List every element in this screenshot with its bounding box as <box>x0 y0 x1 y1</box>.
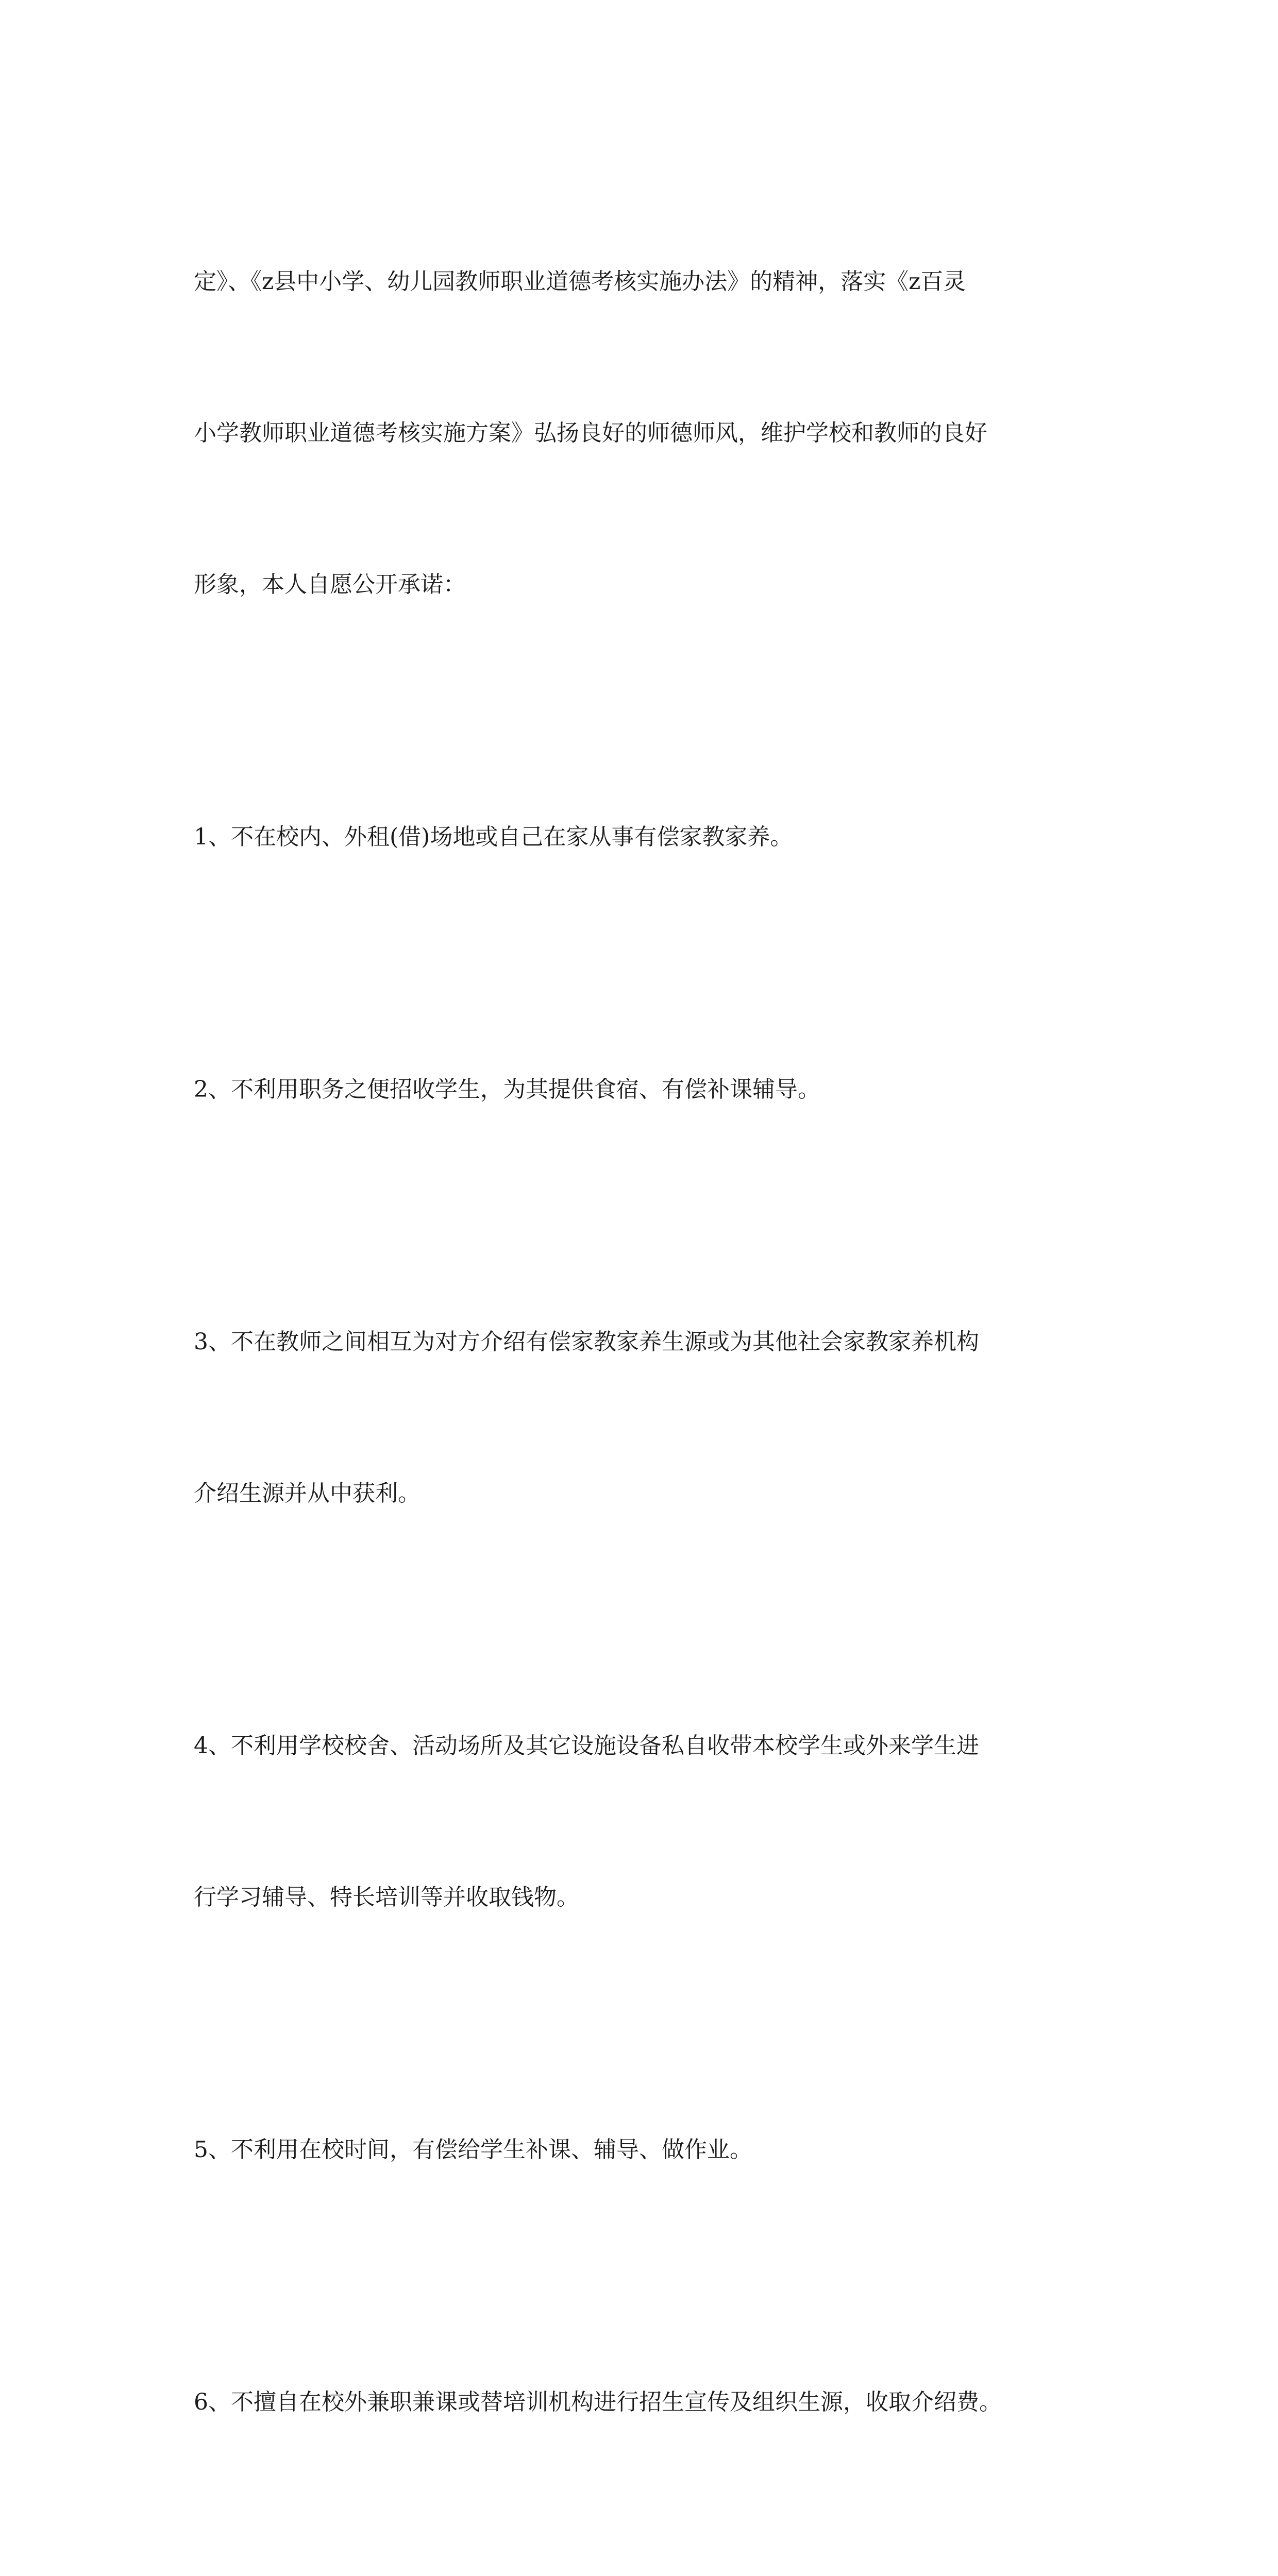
pledge-line: 1、不在校内、外租(借)场地或自己在家从事有偿家教家养。 <box>194 824 793 850</box>
intro-line: 形象，本人自愿公开承诺： <box>194 571 466 598</box>
pledge-line: 5、不利用在校时间，有偿给学生补课、辅导、做作业。 <box>194 2137 752 2163</box>
pledge-line: 4、不利用学校校舍、活动场所及其它设施设备私自收带本校学生或外来学生进 <box>194 1733 979 1759</box>
pledge-line: 2、不利用职务之便招收学生，为其提供食宿、有偿补课辅导。 <box>194 1076 820 1103</box>
document-body <box>194 156 1101 2576</box>
pledge-line: 3、不在教师之间相互为对方介绍有偿家教家养生源或为其他社会家教家养机构 <box>194 1329 979 1355</box>
pledge-line: 行学习辅导、特长培训等并收取钱物。 <box>194 1884 579 1910</box>
pledge-line: 6、不擅自在校外兼职兼课或替培训机构进行招生宣传及组织生源，收取介绍费。 <box>194 2389 1002 2415</box>
pledge-line: 介绍生源并从中获利。 <box>194 1480 421 1506</box>
pledge-item-3 <box>194 1216 1101 1620</box>
pledge-item-2 <box>194 963 1101 1216</box>
intro-line: 定》、《z县中小学、幼儿园教师职业道德考核实施办法》的精神，落实《z百灵 <box>194 268 966 295</box>
pledge-item-4 <box>194 1620 1101 2024</box>
pledge-item-7 <box>194 2529 1101 2576</box>
pledge-item-5 <box>194 2024 1101 2276</box>
pledge-item-6 <box>194 2276 1101 2529</box>
intro-paragraph <box>194 156 1101 711</box>
pledge-item-1 <box>194 711 1101 963</box>
intro-line: 小学教师职业道德考核实施方案》弘扬良好的师德师风，维护学校和教师的良好 <box>194 420 987 446</box>
